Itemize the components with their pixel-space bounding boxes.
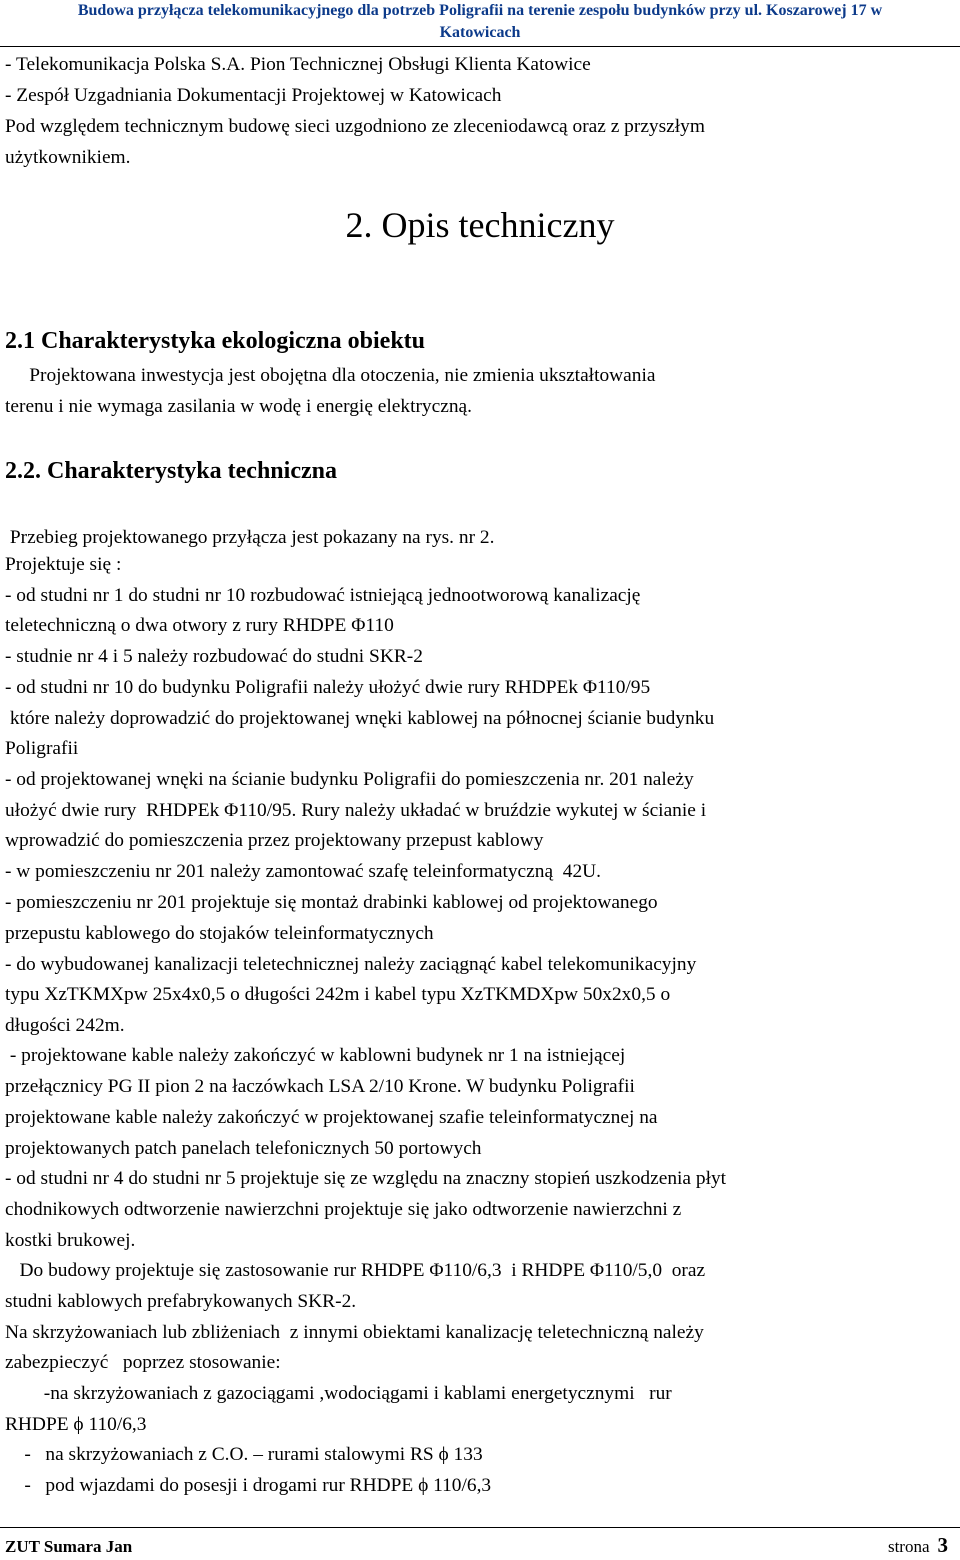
- body-line: - projektowane kable należy zakończyć w kablowni budynek nr 1 na istniejącej: [5, 1045, 626, 1066]
- body-line: Do budowy projektuje się zastosowanie rur RHDPE Φ110/6,3 i RHDPE Φ110/5,0 oraz: [5, 1260, 706, 1281]
- body-line: projektowanych patch panelach telefonicznych 50 portowych: [5, 1138, 482, 1159]
- subsection-title-2-2: 2.2. Charakterystyka techniczna: [5, 458, 337, 484]
- body-line: które należy doprowadzić do projektowanej wnęki kablowej na północnej ścianie budynku: [5, 708, 715, 729]
- subsection-title-2-1: 2.1 Charakterystyka ekologiczna obiektu: [5, 328, 425, 354]
- body-line: Poligrafii: [5, 738, 79, 759]
- section-title: 2. Opis techniczny: [345, 205, 615, 245]
- body-line: kostki brukowej.: [5, 1230, 136, 1251]
- body-line: przełącznicy PG II pion 2 na łaczówkach LSA 2/10 Krone. W budynku Poligrafii: [5, 1076, 635, 1097]
- body-line: teletechniczną o dwa otwory z rury RHDPE Φ110: [5, 615, 394, 636]
- header-title-line-1: Budowa przyłącza telekomunikacyjnego dla potrzeb Poligrafii na terenie zespołu budynków przy ul. Koszarowej 17 w: [77, 2, 883, 19]
- body-line: wprowadzić do pomieszczenia przez projektowany przepust kablowy: [5, 830, 544, 851]
- body-line: - pod wjazdami do posesji i drogami rur RHDPE ϕ 110/6,3: [5, 1475, 492, 1496]
- body-line: - od projektowanej wnęki na ścianie budynku Poligrafii do pomieszczenia nr. 201 należy: [5, 769, 694, 790]
- page-number-value: 3: [937, 1533, 948, 1557]
- body-line: - od studni nr 4 do studni nr 5 projektuje się ze względu na znaczny stopień uszkodzenia płyt: [5, 1168, 727, 1189]
- body-line: ułożyć dwie rury RHDPEk Φ110/95. Rury należy układać w bruździe wykutej w ścianie i: [5, 800, 707, 821]
- body-line: przepustu kablowego do stojaków teleinformatycznych: [5, 923, 434, 944]
- body-line: - pomieszczeniu nr 201 projektuje się montaż drabinki kablowej od projektowanego: [5, 892, 658, 913]
- intro-line: Pod względem technicznym budowę sieci uzgodniono ze zleceniodawcą oraz z przyszłym: [5, 116, 705, 137]
- page-label: strona: [887, 1537, 930, 1556]
- body-line: długości 242m.: [5, 1015, 125, 1036]
- body-line: - w pomieszczeniu nr 201 należy zamontować szafę teleinformatyczną 42U.: [5, 861, 602, 882]
- body-line: - od studni nr 10 do budynku Poligrafii należy ułożyć dwie rury RHDPEk Φ110/95: [5, 677, 651, 698]
- body-line: - do wybudowanej kanalizacji teletechnicznej należy zaciągnąć kabel telekomunikacyjny: [5, 954, 697, 975]
- intro-line: - Telekomunikacja Polska S.A. Pion Technicznej Obsługi Klienta Katowice: [5, 54, 591, 75]
- intro-line: użytkownikiem.: [5, 147, 131, 168]
- footer-divider: [0, 1527, 960, 1528]
- page-header: [0, 0, 960, 44]
- body-line: terenu i nie wymaga zasilania w wodę i energię elektryczną.: [5, 396, 472, 417]
- body-line: - od studni nr 1 do studni nr 10 rozbudować istniejącą jednootworową kanalizację: [5, 585, 641, 606]
- header-title-line-2: Katowicach: [439, 24, 521, 41]
- body-line: - na skrzyżowaniach z C.O. – rurami stalowymi RS ϕ 133: [5, 1444, 483, 1465]
- intro-line: - Zespół Uzgadniania Dokumentacji Projektowej w Katowicach: [5, 85, 502, 106]
- header-divider: [0, 46, 960, 47]
- footer-author: ZUT Sumara Jan: [5, 1537, 133, 1556]
- page-number: [888, 1533, 948, 1559]
- body-line: Na skrzyżowaniach lub zbliżeniach z innymi obiektami kanalizację teletechniczną należy: [5, 1322, 704, 1343]
- body-line: zabezpieczyć poprzez stosowanie:: [5, 1352, 281, 1373]
- body-line: Projektowana inwestycja jest obojętna dla otoczenia, nie zmienia ukształtowania: [5, 365, 656, 386]
- body-line: typu XzTKMXpw 25x4x0,5 o długości 242m i kabel typu XzTKMDXpw 50x2x0,5 o: [5, 984, 671, 1005]
- body-line: -na skrzyżowaniach z gazociągami ,wodociągami i kablami energetycznymi rur: [5, 1383, 672, 1404]
- body-line: Projektuje się :: [5, 554, 122, 575]
- body-line: projektowane kable należy zakończyć w projektowanej szafie teleinformatycznej na: [5, 1107, 658, 1128]
- body-line: studni kablowych prefabrykowanych SKR-2.: [5, 1291, 357, 1312]
- body-line: Przebieg projektowanego przyłącza jest pokazany na rys. nr 2.: [5, 527, 495, 548]
- body-line: - studnie nr 4 i 5 należy rozbudować do studni SKR-2: [5, 646, 423, 667]
- body-line: chodnikowych odtworzenie nawierzchni projektuje się jako odtworzenie nawierzchni z: [5, 1199, 682, 1220]
- body-line: RHDPE ϕ 110/6,3: [5, 1414, 147, 1435]
